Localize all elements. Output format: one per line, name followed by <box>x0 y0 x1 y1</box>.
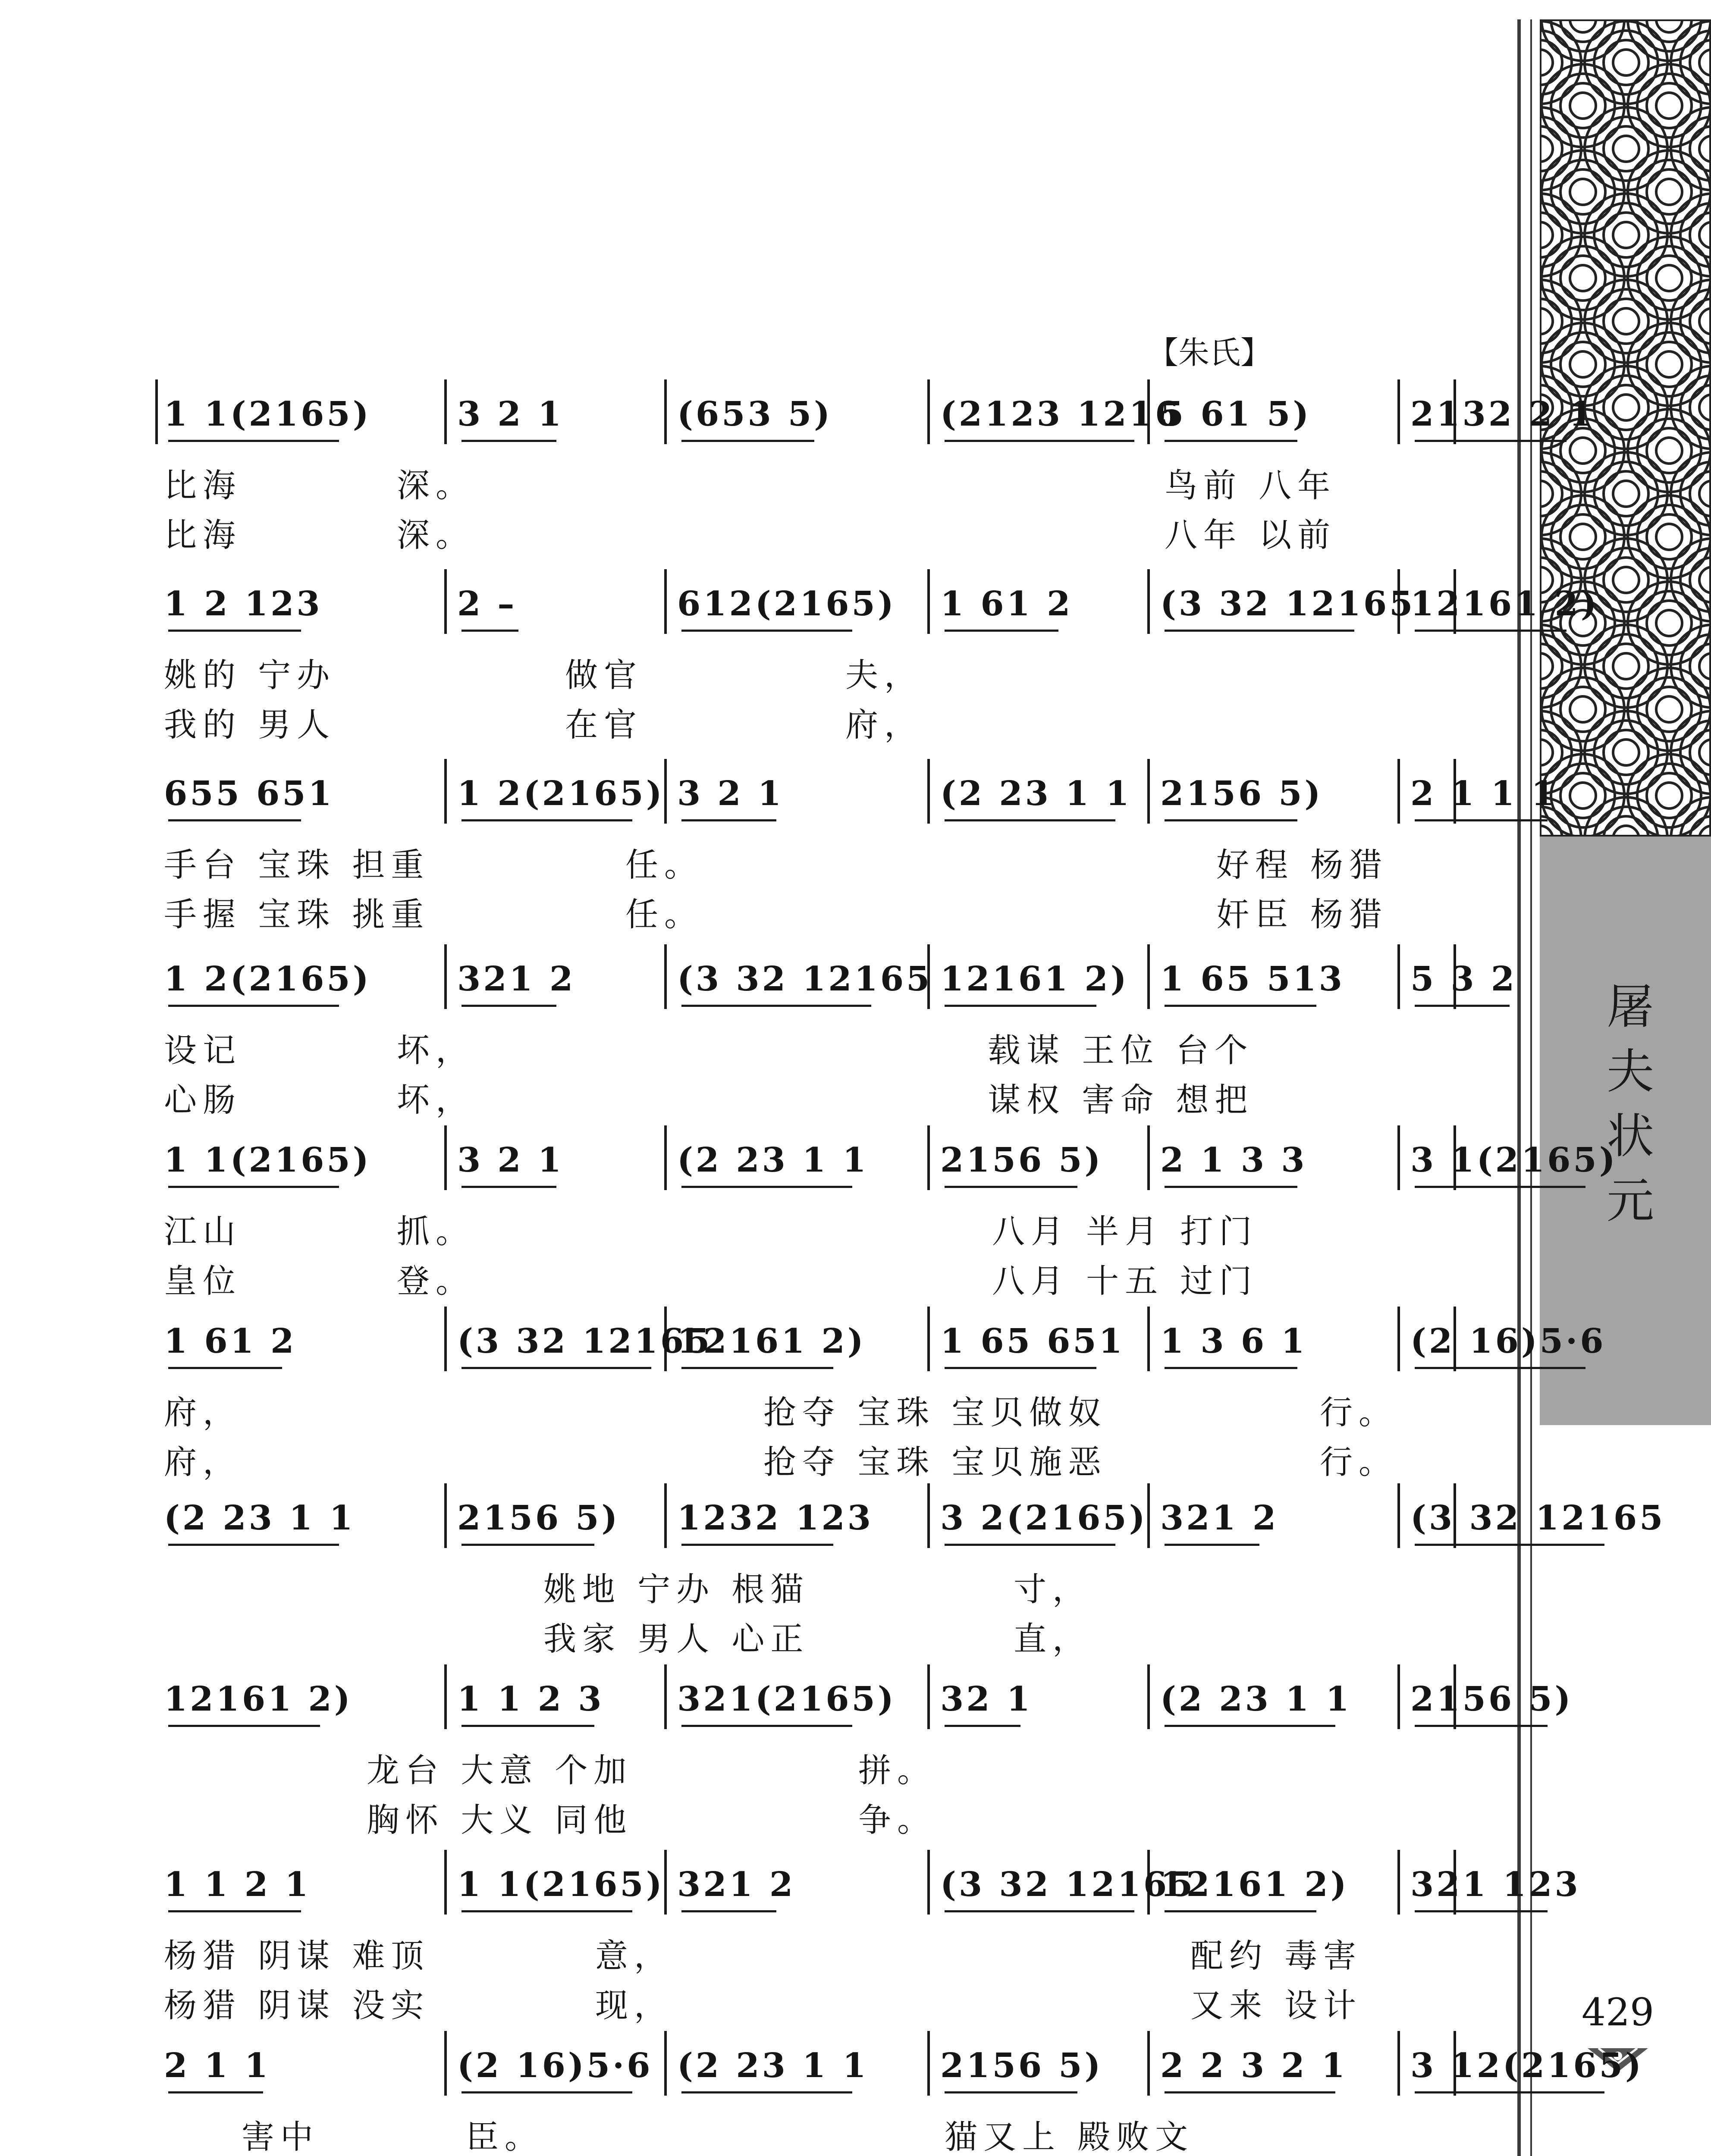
lyric-verse2: 八年 以前 <box>1165 516 1337 554</box>
beam-line <box>1415 440 1567 442</box>
beam-line <box>1165 1186 1297 1188</box>
lyric-verse1: 好程 杨猎 <box>1216 846 1388 884</box>
measure: 5 3 2 <box>1410 959 1517 999</box>
beam-line <box>168 440 339 442</box>
beam-line <box>461 440 556 442</box>
measure: 12161 2) <box>164 1680 353 1719</box>
beam-line <box>168 819 301 821</box>
page-number: 429 <box>1582 1990 1654 2034</box>
beam-line <box>1165 440 1297 442</box>
bar-line <box>927 1850 930 1915</box>
lyric-verse2: 我的 男人 <box>164 705 336 744</box>
bar-line <box>444 379 447 444</box>
beam-line <box>168 630 301 632</box>
bar-line <box>444 1850 447 1915</box>
lyric-verse1: 配约 毒害 <box>1190 1937 1363 1975</box>
lyric-verse1: 行。 <box>1320 1393 1397 1432</box>
bar-line <box>1397 1664 1400 1729</box>
lyric-verse1: 抓。 <box>397 1212 474 1250</box>
beam-line <box>1165 819 1297 821</box>
beam-line <box>1415 1186 1585 1188</box>
beam-line <box>681 630 852 632</box>
bar-line <box>444 1483 447 1548</box>
score-system <box>0 1457 1666 1658</box>
score-system <box>0 918 1517 1119</box>
lyric-verse2: 现， <box>595 1986 673 2024</box>
measure: 321 2 <box>457 959 576 999</box>
beam-line <box>1415 2091 1604 2093</box>
measure: (2 16)5·6 <box>457 2046 653 2085</box>
bar-line <box>927 569 930 634</box>
beam-line <box>1415 1544 1604 1546</box>
lyric-verse1: 鸟前 八年 <box>1165 466 1337 505</box>
bar-line <box>1147 1664 1150 1729</box>
measure: 2 – <box>457 584 517 624</box>
lyric-verse1: 姚地 宁办 根猫 <box>543 1570 810 1608</box>
lyric-verse2: 抢夺 宝珠 宝贝施恶 <box>763 1443 1107 1481</box>
measure: 12161 2) <box>1160 1865 1349 1904</box>
lyric-verse2: 奸臣 杨猎 <box>1216 895 1388 934</box>
measure: 1 1(2165) <box>164 1141 371 1180</box>
measure: (3 32 12165 <box>940 1865 1196 1904</box>
score-system <box>0 543 1599 744</box>
bar-line <box>1147 569 1150 634</box>
lyric-verse1: 夫， <box>845 656 923 694</box>
bar-line <box>1147 1125 1150 1190</box>
measure: 1 65 651 <box>940 1322 1125 1361</box>
lyric-verse1: 府， <box>164 1393 242 1432</box>
beam-line <box>1415 1005 1510 1007</box>
lyric-verse1: 害中 <box>242 2118 319 2156</box>
bar-line <box>1397 379 1400 444</box>
lyric-verse2: 手握 宝珠 挑重 <box>164 895 430 934</box>
beam-line <box>461 1186 556 1188</box>
beam-line <box>168 1367 282 1369</box>
measure: (3 32 12165 <box>457 1322 713 1361</box>
beam-line <box>681 1186 852 1188</box>
lyric-verse2: 行。 <box>1320 1443 1397 1481</box>
bar-line <box>1397 1307 1400 1371</box>
bar-line <box>927 379 930 444</box>
measure: 2156 5) <box>1160 774 1323 813</box>
beam-line <box>168 2091 263 2093</box>
score-system <box>0 1639 1573 1839</box>
measure: 1 2(2165) <box>457 774 665 813</box>
measure: (2123 1216 <box>940 395 1181 434</box>
beam-line <box>1165 1367 1297 1369</box>
lyric-verse2: 直， <box>1014 1620 1091 1658</box>
measure: 321(2165) <box>677 1680 896 1719</box>
lyric-verse2: 任。 <box>625 895 703 934</box>
lyric-verse2: 争。 <box>858 1801 936 1839</box>
measure: 1 2 123 <box>164 584 323 624</box>
bar-line <box>664 759 667 824</box>
beam-line <box>461 1725 594 1727</box>
beam-line <box>461 2091 632 2093</box>
bar-line <box>1397 1850 1400 1915</box>
measure: (3 32 12165 <box>677 959 932 999</box>
bar-line <box>444 2031 447 2096</box>
lyric-verse1: 龙台 大意 个加 <box>367 1751 633 1789</box>
lyric-verse1: 坏， <box>397 1031 474 1069</box>
bar-line <box>927 1125 930 1190</box>
bar-line <box>1397 944 1400 1009</box>
measure: 1 65 513 <box>1160 959 1345 999</box>
measure: (653 5) <box>677 395 833 434</box>
beam-line <box>945 630 1058 632</box>
score-system <box>0 354 1595 554</box>
bar-line <box>1397 1125 1400 1190</box>
measure: 612(2165) <box>677 584 896 624</box>
bar-line <box>664 944 667 1009</box>
beam-line <box>945 1186 1077 1188</box>
beam-line <box>681 819 776 821</box>
beam-line <box>1165 1005 1316 1007</box>
measure: 1 2(2165) <box>164 959 371 999</box>
bar-line <box>1147 1307 1150 1371</box>
lyric-verse1: 抢夺 宝珠 宝贝做奴 <box>763 1393 1107 1432</box>
bar-line <box>1147 944 1150 1009</box>
beam-line <box>1165 1725 1335 1727</box>
bar-line <box>1397 759 1400 824</box>
beam-line <box>1415 819 1548 821</box>
measure: 12161 2) <box>940 959 1129 999</box>
lyric-verse1: 深。 <box>397 466 474 505</box>
measure: 1 1(2165) <box>457 1865 665 1904</box>
bar-line <box>664 1125 667 1190</box>
measure: 1232 123 <box>677 1498 874 1538</box>
measure: 2 1 1 <box>164 2046 271 2085</box>
beam-line <box>168 1005 339 1007</box>
measure: 1 3 6 1 <box>1160 1322 1307 1361</box>
beam-line <box>945 1005 1096 1007</box>
beam-line <box>168 1186 339 1188</box>
beam-line <box>1415 1910 1548 1912</box>
lyric-verse2: 心肠 <box>164 1081 242 1119</box>
measure: 1 61 2 <box>940 584 1073 624</box>
beam-line <box>1165 630 1354 632</box>
bar-line <box>444 1664 447 1729</box>
beam-line <box>461 630 518 632</box>
lyric-verse1: 设记 <box>164 1031 242 1069</box>
lyric-verse1: 比海 <box>164 466 242 505</box>
lyric-verse2: 府， <box>164 1443 242 1481</box>
measure: 5 61 5) <box>1160 395 1312 434</box>
measure: 32 1 <box>940 1680 1033 1719</box>
margin-rule-inner <box>1530 19 1532 2156</box>
beam-line <box>681 1005 871 1007</box>
beam-line <box>168 1910 301 1912</box>
lyric-verse2: 谋权 害命 想把 <box>988 1081 1254 1119</box>
beam-line <box>945 1725 1020 1727</box>
bar-line <box>664 1850 667 1915</box>
beam-line <box>945 1910 1134 1912</box>
opera-title: 屠夫状元 <box>1607 979 1654 1228</box>
measure: 2156 5) <box>940 1141 1103 1180</box>
beam-line <box>461 1367 651 1369</box>
lyric-verse2: 在官 <box>565 705 643 744</box>
lyric-verse1: 八月 半月 打门 <box>992 1212 1258 1250</box>
bar-line <box>664 379 667 444</box>
measure: 321 123 <box>1410 1865 1581 1904</box>
beam-line <box>1415 630 1567 632</box>
lyric-verse2: 比海 <box>164 516 242 554</box>
lyric-verse1: 意， <box>595 1937 673 1975</box>
measure: (2 23 1 1 <box>164 1498 355 1538</box>
bar-line <box>664 569 667 634</box>
measure: 2132 2 1 <box>1410 395 1595 434</box>
lyric-verse2: 八月 十五 过门 <box>992 1262 1258 1300</box>
score-system <box>0 1281 1606 1481</box>
measure: 3 2 1 <box>677 774 784 813</box>
bar-line <box>444 944 447 1009</box>
score-system <box>0 1100 1618 1300</box>
score-system <box>0 733 1557 934</box>
measure: (3 32 12165 <box>1410 1498 1666 1538</box>
lyric-verse1: 载谋 王位 台个 <box>988 1031 1254 1069</box>
lyric-verse1: 任。 <box>625 846 703 884</box>
measure: 12161 2) <box>677 1322 866 1361</box>
bar-line <box>664 2031 667 2096</box>
measure: 2 1 1 1 <box>1410 774 1557 813</box>
bar-line <box>1147 2031 1150 2096</box>
lyric-verse1: 拼。 <box>858 1751 936 1789</box>
measure: 2 2 3 2 1 <box>1160 2046 1347 2085</box>
lyric-verse1: 猫又上 殿败文 <box>945 2118 1194 2156</box>
beam-line <box>1415 1367 1585 1369</box>
beam-line <box>945 1367 1096 1369</box>
lyric-verse1: 杨猎 阴谋 难顶 <box>164 1937 430 1975</box>
bar-line <box>155 379 158 444</box>
beam-line <box>461 1544 594 1546</box>
measure: 1 61 2 <box>164 1322 297 1361</box>
measure: (2 23 1 1 <box>677 1141 869 1180</box>
beam-line <box>1165 2091 1335 2093</box>
beam-line <box>1165 1544 1259 1546</box>
measure: 1 1(2165) <box>164 395 371 434</box>
bar-line <box>927 1307 930 1371</box>
bar-line <box>927 1664 930 1729</box>
margin-rule-outer <box>1517 19 1521 2156</box>
measure: 3 12(2165) <box>1410 2046 1644 2085</box>
measure: (2 23 1 1 <box>677 2046 869 2085</box>
beam-line <box>681 1725 852 1727</box>
measure: 3 1(2165) <box>1410 1141 1618 1180</box>
beam-line <box>1415 1725 1548 1727</box>
role-marker: 【朱氏】 <box>1147 335 1272 371</box>
bar-line <box>664 1483 667 1548</box>
measure: 12161 2) <box>1410 584 1599 624</box>
lyric-verse1: 姚的 宁办 <box>164 656 336 694</box>
lyric-verse2: 又来 设计 <box>1190 1986 1363 2024</box>
bar-line <box>444 569 447 634</box>
lyric-verse2: 坏， <box>397 1081 474 1119</box>
bar-line <box>927 1483 930 1548</box>
lyric-verse2: 登。 <box>397 1262 474 1300</box>
beam-line <box>681 1544 833 1546</box>
beam-line <box>945 1544 1115 1546</box>
lyric-verse2: 我家 男人 心正 <box>543 1620 810 1658</box>
measure: 3 2(2165) <box>940 1498 1148 1538</box>
measure: 2156 5) <box>1410 1680 1573 1719</box>
lyric-verse1: 臣。 <box>466 2118 543 2156</box>
bar-line <box>664 1664 667 1729</box>
measure: (2 16)5·6 <box>1410 1322 1606 1361</box>
beam-line <box>945 2091 1077 2093</box>
lyric-verse1: 手台 宝珠 担重 <box>164 846 430 884</box>
measure: (2 23 1 1 <box>1160 1680 1352 1719</box>
beam-line <box>461 819 632 821</box>
beam-line <box>681 440 814 442</box>
lyric-verse2: 皇位 <box>164 1262 242 1300</box>
beam-line <box>461 1005 556 1007</box>
measure: 2156 5) <box>940 2046 1103 2085</box>
bar-line <box>1147 759 1150 824</box>
lyric-verse2: 胸怀 大义 同他 <box>367 1801 633 1839</box>
beam-line <box>681 2091 852 2093</box>
bar-line <box>444 759 447 824</box>
measure: (3 32 12165 <box>1160 584 1416 624</box>
bar-line <box>1397 1483 1400 1548</box>
lyric-verse2: 杨猎 阴谋 没实 <box>164 1986 430 2024</box>
bar-line <box>927 2031 930 2096</box>
bar-line <box>1397 2031 1400 2096</box>
measure: 2 1 3 3 <box>1160 1141 1307 1180</box>
beam-line <box>168 1725 320 1727</box>
beam-line <box>168 1544 339 1546</box>
measure: 3 2 1 <box>457 1141 564 1180</box>
beam-line <box>681 1910 776 1912</box>
beam-line <box>1165 1910 1316 1912</box>
bar-line <box>1147 1483 1150 1548</box>
bar-line <box>927 759 930 824</box>
measure: 655 651 <box>164 774 334 813</box>
measure: 2156 5) <box>457 1498 620 1538</box>
score-system <box>0 1824 1581 2024</box>
beam-line <box>461 1910 632 1912</box>
bar-line <box>444 1125 447 1190</box>
bar-line <box>444 1307 447 1371</box>
lyric-verse2: 府， <box>845 705 923 744</box>
measure: 321 2 <box>677 1865 796 1904</box>
measure: 3 2 1 <box>457 395 564 434</box>
beam-line <box>681 1367 833 1369</box>
beam-line <box>945 440 1134 442</box>
measure: 321 2 <box>1160 1498 1279 1538</box>
lyric-verse2: 深。 <box>397 516 474 554</box>
lyric-verse1: 寸， <box>1014 1570 1091 1608</box>
lyric-verse1: 做官 <box>565 656 643 694</box>
beam-line <box>945 819 1115 821</box>
measure: 1 1 2 3 <box>457 1680 604 1719</box>
measure: 1 1 2 1 <box>164 1865 311 1904</box>
measure: (2 23 1 1 <box>940 774 1132 813</box>
lyric-verse1: 江山 <box>164 1212 242 1250</box>
